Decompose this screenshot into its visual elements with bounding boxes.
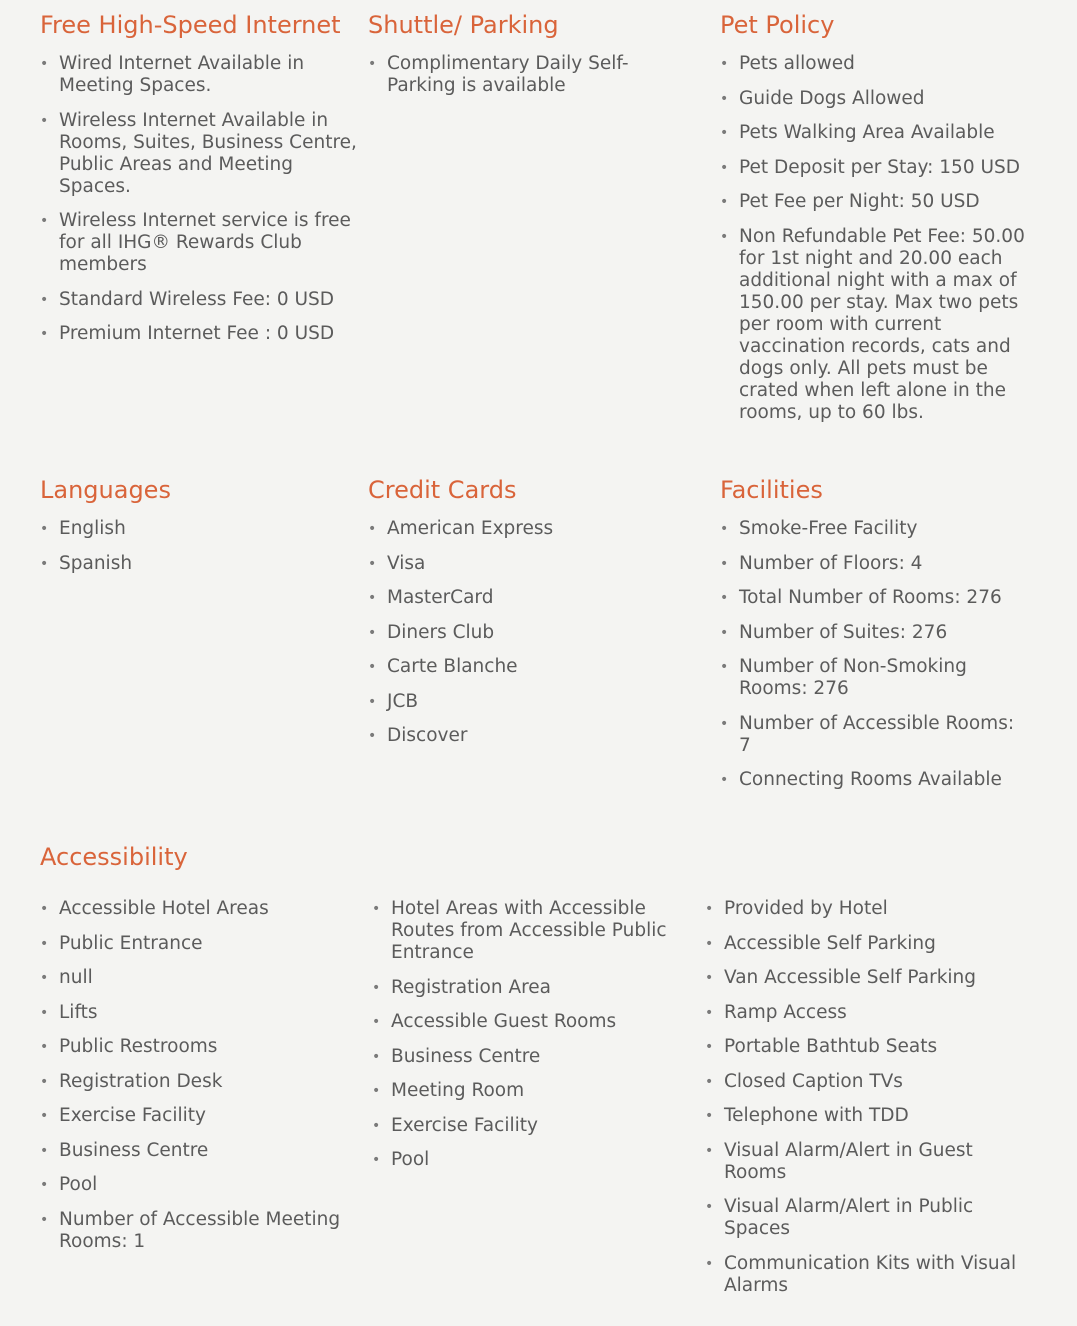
list-item: • Wireless Internet service is free for all IHG® Rewards Club members bbox=[40, 210, 360, 276]
list-item: • Meeting Room bbox=[372, 1080, 692, 1102]
list-item: • Provided by Hotel bbox=[705, 898, 1035, 920]
list-item: • Exercise Facility bbox=[40, 1105, 360, 1127]
list-item: • Accessible Guest Rooms bbox=[372, 1011, 692, 1033]
list-item: • Wired Internet Available in Meeting Spaces. bbox=[40, 53, 360, 97]
list-item: • Complimentary Daily Self-Parking is available bbox=[368, 53, 648, 97]
list-item: • Wireless Internet Available in Rooms, Suites, Business Centre, Public Areas and Meeting Spaces. bbox=[40, 110, 360, 198]
list-item: • Smoke-Free Facility bbox=[720, 518, 1030, 540]
list-item: • Standard Wireless Fee: 0 USD bbox=[40, 289, 360, 311]
shuttle-heading: Shuttle/ Parking bbox=[368, 11, 559, 39]
list-item: • Telephone with TDD bbox=[705, 1105, 1035, 1127]
languages-heading: Languages bbox=[40, 476, 171, 504]
accessibility-heading: Accessibility bbox=[40, 843, 188, 871]
list-item: • Guide Dogs Allowed bbox=[720, 88, 1040, 110]
list-item: • Pets Walking Area Available bbox=[720, 122, 1040, 144]
list-item: • Exercise Facility bbox=[372, 1115, 692, 1137]
list-item: • Visual Alarm/Alert in Public Spaces bbox=[705, 1196, 1035, 1240]
facilities-list bbox=[720, 518, 1030, 804]
list-item: • MasterCard bbox=[368, 587, 668, 609]
list-item: • Non Refundable Pet Fee: 50.00 for 1st night and 20.00 each additional night with a max of 150.00 per stay. Max two pets per room with current vaccination records, cats and dogs only. All pets must be crated when left alone in the rooms, up to 60 lbs. bbox=[720, 226, 1040, 424]
list-item: • Registration Desk bbox=[40, 1071, 360, 1093]
list-item: • Pool bbox=[40, 1174, 360, 1196]
accessibility-list-2 bbox=[372, 898, 692, 1184]
list-item: • Business Centre bbox=[40, 1140, 360, 1162]
list-item: • Premium Internet Fee : 0 USD bbox=[40, 323, 360, 345]
list-item: • JCB bbox=[368, 691, 668, 713]
list-item: • Communication Kits with Visual Alarms bbox=[705, 1253, 1035, 1297]
list-item: • English bbox=[40, 518, 340, 540]
list-item: • Public Restrooms bbox=[40, 1036, 360, 1058]
pets-heading: Pet Policy bbox=[720, 11, 835, 39]
list-item: • Pets allowed bbox=[720, 53, 1040, 75]
cards-heading: Credit Cards bbox=[368, 476, 517, 504]
list-item: • Number of Floors: 4 bbox=[720, 553, 1030, 575]
list-item: • Accessible Self Parking bbox=[705, 933, 1035, 955]
list-item: • Pet Deposit per Stay: 150 USD bbox=[720, 157, 1040, 179]
facilities-heading: Facilities bbox=[720, 476, 823, 504]
list-item: • Connecting Rooms Available bbox=[720, 769, 1030, 791]
list-item: • Total Number of Rooms: 276 bbox=[720, 587, 1030, 609]
list-item: • Registration Area bbox=[372, 977, 692, 999]
cards-list bbox=[368, 518, 668, 760]
list-item: • Visual Alarm/Alert in Guest Rooms bbox=[705, 1140, 1035, 1184]
list-item: • Accessible Hotel Areas bbox=[40, 898, 360, 920]
list-item: • Ramp Access bbox=[705, 1002, 1035, 1024]
list-item: • American Express bbox=[368, 518, 668, 540]
list-item: • Closed Caption TVs bbox=[705, 1071, 1035, 1093]
list-item: • Diners Club bbox=[368, 622, 668, 644]
list-item: • Number of Suites: 276 bbox=[720, 622, 1030, 644]
accessibility-list-3 bbox=[705, 898, 1035, 1309]
list-item: • Hotel Areas with Accessible Routes from Accessible Public Entrance bbox=[372, 898, 692, 964]
list-item: • null bbox=[40, 967, 360, 989]
list-item: • Pet Fee per Night: 50 USD bbox=[720, 191, 1040, 213]
list-item: • Van Accessible Self Parking bbox=[705, 967, 1035, 989]
languages-list bbox=[40, 518, 340, 587]
list-item: • Number of Accessible Rooms: 7 bbox=[720, 713, 1030, 757]
list-item: • Visa bbox=[368, 553, 668, 575]
shuttle-list bbox=[368, 53, 648, 110]
internet-list bbox=[40, 53, 360, 358]
list-item: • Number of Non-Smoking Rooms: 276 bbox=[720, 656, 1030, 700]
internet-heading: Free High-Speed Internet bbox=[40, 11, 341, 39]
list-item: • Carte Blanche bbox=[368, 656, 668, 678]
list-item: • Spanish bbox=[40, 553, 340, 575]
list-item: • Discover bbox=[368, 725, 668, 747]
pets-list bbox=[720, 53, 1040, 436]
list-item: • Public Entrance bbox=[40, 933, 360, 955]
list-item: • Number of Accessible Meeting Rooms: 1 bbox=[40, 1209, 360, 1253]
list-item: • Portable Bathtub Seats bbox=[705, 1036, 1035, 1058]
accessibility-list-1 bbox=[40, 898, 360, 1265]
list-item: • Business Centre bbox=[372, 1046, 692, 1068]
list-item: • Lifts bbox=[40, 1002, 360, 1024]
list-item: • Pool bbox=[372, 1149, 692, 1171]
